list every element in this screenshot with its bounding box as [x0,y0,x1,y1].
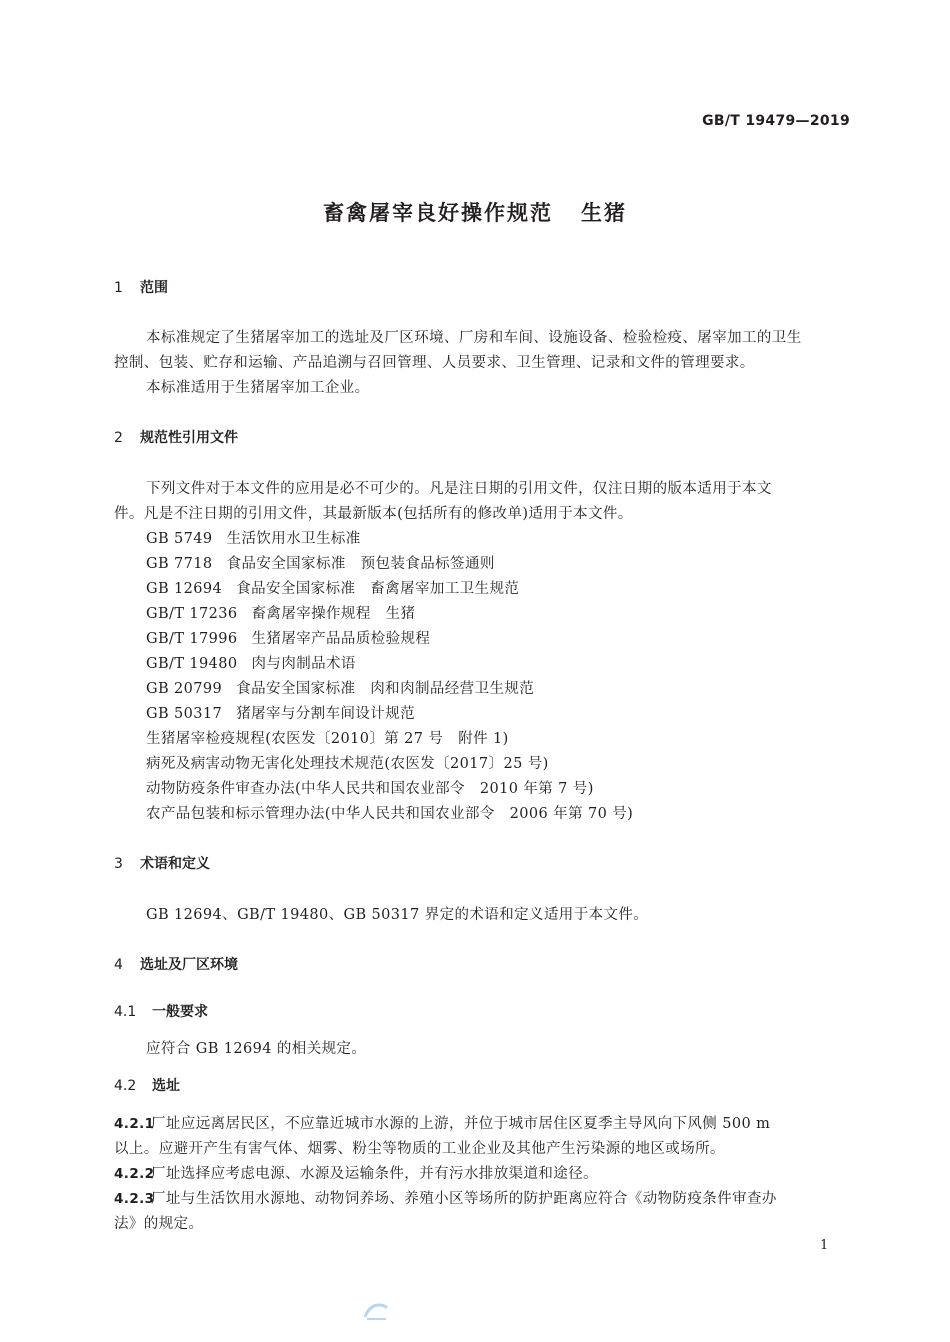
section-2-paragraph-line: 下列文件对于本文件的应用是必不可少的。凡是注日期的引用文件，仅注日期的版本适用于本文 [146,481,772,497]
title-sub: 生猪 [581,201,627,225]
regulation-item: 农产品包装和标示管理办法(中华人民共和国农业部令 2006 年第 70 号) [146,806,634,822]
clause-4-2-1: 4.2.1厂址应远离居民区，不应靠近城市水源的上游，并位于城市居住区夏季主导风向下风侧 500 m [114,1116,771,1132]
reference-item: GB/T 17236 畜禽屠宰操作规程 生猪 [146,606,416,622]
section-1-paragraph-line: 控制、包装、贮存和运输、产品追溯与召回管理、人员要求、卫生管理、记录和文件的管理要求。 [114,355,755,371]
section-4-heading: 4 选址及厂区环境 [114,957,238,973]
subsection-4-2-heading: 4.2 选址 [114,1078,180,1094]
section-1-paragraph: 本标准适用于生猪屠宰加工企业。 [146,380,370,396]
section-3-paragraph: GB 12694、GB/T 19480、GB 50317 界定的术语和定义适用于本文件。 [146,907,649,923]
reference-item: GB 5749 生活饮用水卫生标准 [146,531,361,547]
document-title [0,197,950,227]
regulation-item: 病死及病害动物无害化处理技术规范(农医发〔2017〕25 号) [146,756,549,772]
watermark-logo-icon [362,1300,390,1322]
regulation-item: 动物防疫条件审查办法(中华人民共和国农业部令 2010 年第 7 号) [146,781,594,797]
reference-item: GB 20799 食品安全国家标准 肉和肉制品经营卫生规范 [146,681,535,697]
subsection-4-1-heading: 4.1 一般要求 [114,1004,208,1020]
clause-4-2-3: 4.2.3厂址与生活饮用水源地、动物饲养场、养殖小区等场所的防护距离应符合《动物防疫条件审查办 [114,1191,777,1207]
section-3-heading: 3 术语和定义 [114,856,210,872]
subsection-4-1-paragraph: 应符合 GB 12694 的相关规定。 [146,1041,367,1057]
section-2-paragraph-line: 件。凡是不注日期的引用文件，其最新版本(包括所有的修改单)适用于本文件。 [114,506,633,522]
reference-item: GB/T 19480 肉与肉制品术语 [146,656,356,672]
page-number: 1 [820,1238,829,1253]
title-main: 畜禽屠宰良好操作规范 [323,201,553,225]
reference-item: GB 50317 猪屠宰与分割车间设计规范 [146,706,415,722]
clause-4-2-3-continuation: 法》的规定。 [114,1216,204,1232]
section-1-heading: 1 范围 [114,280,168,296]
standard-number: GB/T 19479—2019 [702,113,850,129]
reference-item: GB/T 17996 生猪屠宰产品品质检验规程 [146,631,431,647]
clause-4-2-1-continuation: 以上。应避开产生有害气体、烟雾、粉尘等物质的工业企业及其他产生污染源的地区或场所。 [114,1141,725,1157]
section-2-heading: 2 规范性引用文件 [114,430,238,446]
section-1-paragraph-line: 本标准规定了生猪屠宰加工的选址及厂区环境、厂房和车间、设施设备、检验检疫、屠宰加工的卫生 [146,330,802,346]
clause-4-2-2: 4.2.2厂址选择应考虑电源、水源及运输条件，并有污水排放渠道和途径。 [114,1166,598,1182]
regulation-item: 生猪屠宰检疫规程(农医发〔2010〕第 27 号 附件 1) [146,731,509,747]
reference-item: GB 7718 食品安全国家标准 预包装食品标签通则 [146,556,495,572]
reference-item: GB 12694 食品安全国家标准 畜禽屠宰加工卫生规范 [146,581,520,597]
